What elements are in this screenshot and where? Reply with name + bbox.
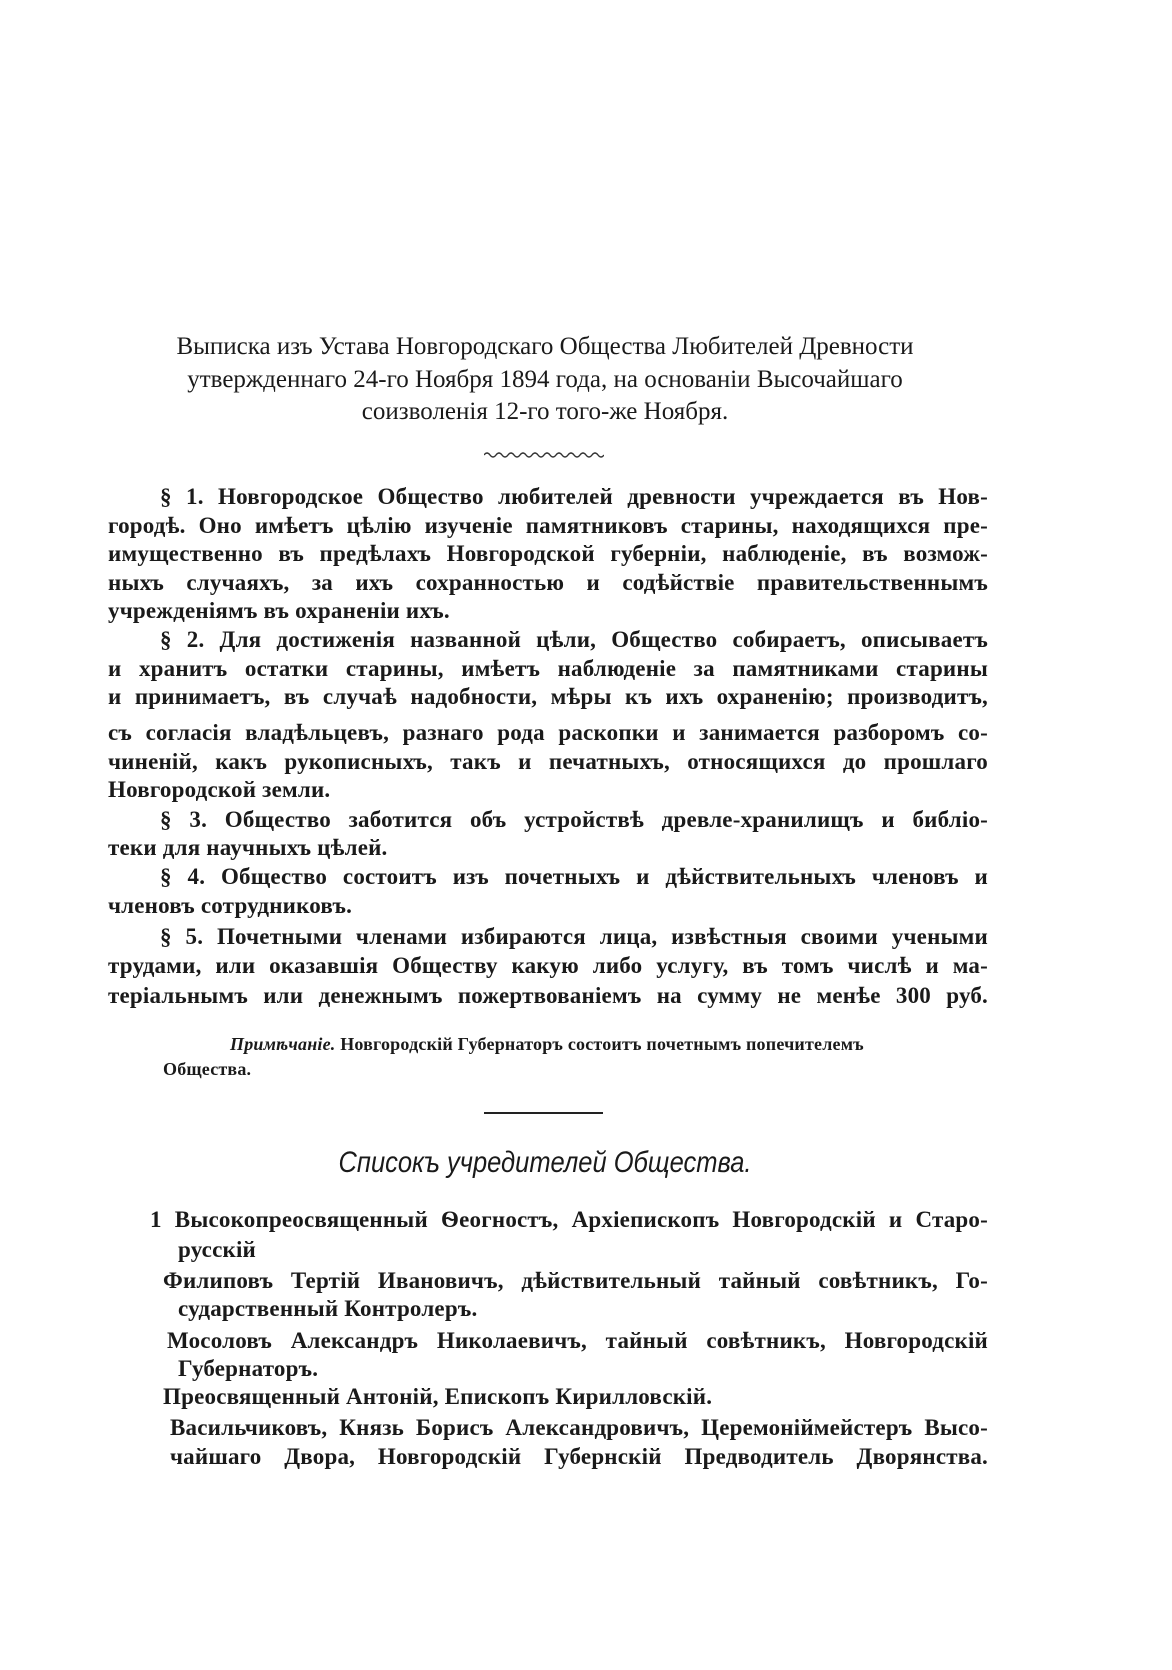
body-line: городѣ. Оно имѣетъ цѣлію изученіе памятниковъ старины, находящихся пре- <box>108 513 988 538</box>
title-line: соизволенія 12-го того-же Ноября. <box>361 398 729 425</box>
note-label: Примѣчаніе. <box>230 1034 336 1054</box>
note-line: Общества. <box>163 1059 252 1079</box>
body-line: имущественно въ предѣлахъ Новгородской губерніи, наблюденіе, въ возмож- <box>108 541 988 566</box>
body-line: теки для научныхъ цѣлей. <box>108 835 388 860</box>
body-line: чиненій, какъ рукописныхъ, такъ и печатныхъ, относящихся до прошлаго <box>108 749 988 774</box>
wavy-ornament <box>484 450 604 460</box>
list-heading: Списокъ учредителей Общества. <box>338 1146 752 1179</box>
body-line: и хранитъ остатки старины, имѣетъ наблюденіе за памятниками старины <box>108 656 988 681</box>
divider-rule <box>484 1112 603 1114</box>
list-item: сударственный Контролеръ. <box>178 1296 478 1321</box>
title-line: утвержденнаго 24-го Ноября 1894 года, на основаніи Высочайшаго <box>187 366 903 393</box>
body-line: съ согласія владѣльцевъ, разнаго рода раскопки и занимается разборомъ со- <box>108 720 988 745</box>
list-item: Филиповъ Тертій Ивановичъ, дѣйствительный тайный совѣтникъ, Го- <box>163 1268 988 1293</box>
body-line: § 2. Для достиженія названной цѣли, Общество собираетъ, описываетъ <box>160 627 988 652</box>
list-item: чайшаго Двора, Новгородскій Губернскій Предводитель Дворянства. <box>170 1444 988 1469</box>
body-line: ныхъ случаяхъ, за ихъ сохранностью и содѣйствіе правительственнымъ <box>108 570 988 595</box>
note-text: Новгородскій Губернаторъ состоитъ почетнымъ попечителемъ <box>340 1034 864 1054</box>
body-line: § 4. Общество состоитъ изъ почетныхъ и дѣйствительныхъ членовъ и <box>160 864 988 889</box>
body-line: § 1. Новгородское Общество любителей древности учреждается въ Нов- <box>160 484 988 509</box>
list-item: 1 Высокопреосвященный Ѳеогностъ, Архіепископъ Новгородскій и Старо- <box>150 1207 988 1232</box>
body-line: § 3. Общество заботится объ устройствѣ древле-хранилищъ и библіо- <box>160 807 988 832</box>
body-line: § 5. Почетными членами избираются лица, извѣстныя своими учеными <box>160 924 988 949</box>
body-line: Новгородской земли. <box>108 777 331 802</box>
title-line: Выписка изъ Устава Новгородскаго Общества Любителей Древности <box>176 333 914 360</box>
note-line <box>230 1030 864 1058</box>
body-line: трудами, или оказавшія Обществу какую либо услугу, въ томъ числѣ и ма- <box>108 953 988 978</box>
body-line: и принимаетъ, въ случаѣ надобности, мѣры къ ихъ охраненію; производитъ, <box>108 684 988 709</box>
list-item: Васильчиковъ, Князь Борисъ Александровичъ, Церемоніймейстеръ Высо- <box>170 1415 988 1440</box>
list-item: русскій <box>178 1237 256 1262</box>
body-line: членовъ сотрудниковъ. <box>108 893 353 918</box>
list-item: Преосвященный Антоній, Епископъ Кирилловскій. <box>163 1384 713 1409</box>
list-item: Мосоловъ Александръ Николаевичъ, тайный совѣтникъ, Новгородскій <box>167 1328 988 1353</box>
body-line: учрежденіямъ въ охраненіи ихъ. <box>108 598 450 623</box>
body-line: теріальнымъ или денежнымъ пожертвованіемъ на сумму не менѣе 300 руб. <box>108 983 988 1008</box>
list-item: Губернаторъ. <box>178 1356 319 1381</box>
